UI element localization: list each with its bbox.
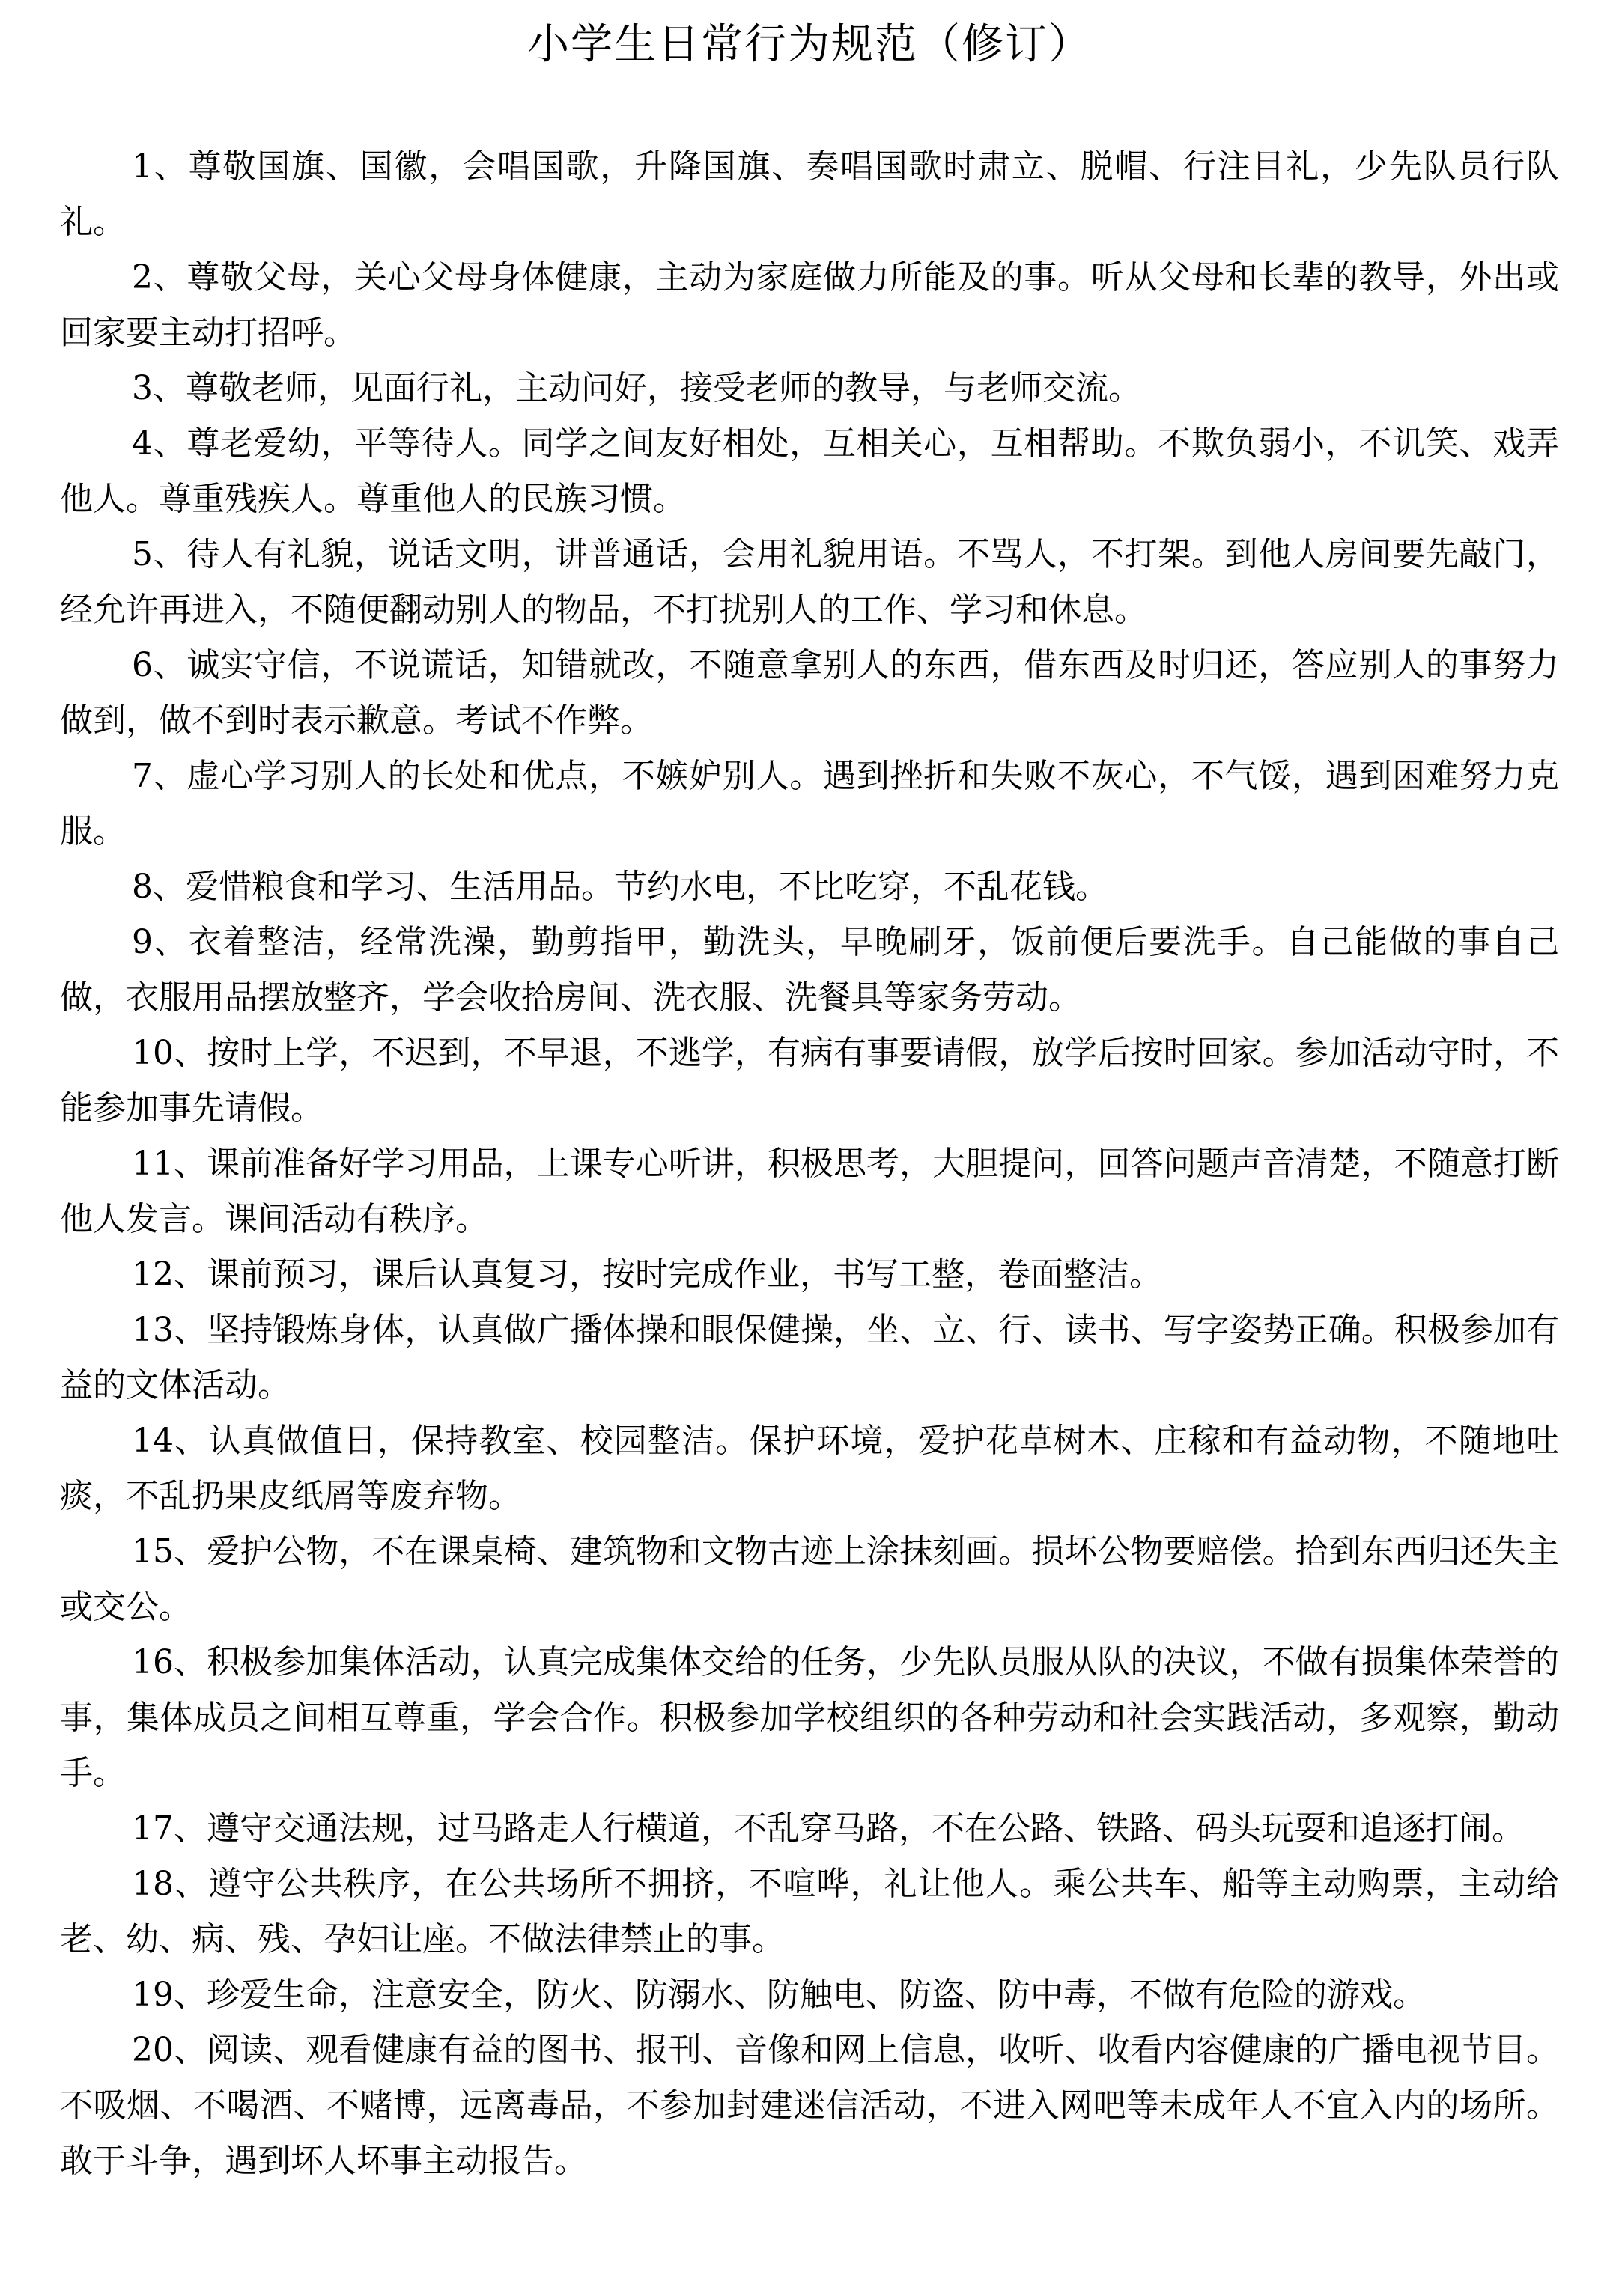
rule-item-4: 4、尊老爱幼，平等待人。同学之间友好相处，互相关心，互相帮助。不欺负弱小，不讥笑、戏弄他人。尊重残疾人。尊重他人的民族习惯。 — [60, 424, 1559, 518]
rule-item-8: 8、爱惜粮食和学习、生活用品。节约水电，不比吃穿，不乱花钱。 — [132, 868, 1108, 906]
rule-item-10: 10、按时上学，不迟到，不早退，不逃学，有病有事要请假，放学后按时回家。参加活动守时，不能参加事先请假。 — [60, 1034, 1559, 1127]
rule-item-5: 5、待人有礼貌，说话文明，讲普通话，会用礼貌用语。不骂人，不打架。到他人房间要先敲门，经允许再进入，不随便翻动别人的物品，不打扰别人的工作、学习和休息。 — [60, 535, 1559, 629]
rule-item-11: 11、课前准备好学习用品，上课专心听讲，积极思考，大胆提问，回答问题声音清楚，不随意打断他人发言。课间活动有秩序。 — [60, 1145, 1559, 1238]
rule-item-15: 15、爱护公物，不在课桌椅、建筑物和文物古迹上涂抹刻画。损坏公物要赔偿。拾到东西归还失主或交公。 — [60, 1532, 1559, 1626]
rule-item-14: 14、认真做值日，保持教室、校园整洁。保护环境，爱护花草树木、庄稼和有益动物，不随地吐痰，不乱扔果皮纸屑等废弃物。 — [60, 1422, 1559, 1515]
rule-item-3: 3、尊敬老师，见面行礼，主动问好，接受老师的教导，与老师交流。 — [132, 369, 1141, 407]
rule-item-13: 13、坚持锻炼身体，认真做广播体操和眼保健操，坐、立、行、读书、写字姿势正确。积极参加有益的文体活动。 — [60, 1311, 1559, 1404]
rule-item-6: 6、诚实守信，不说谎话，知错就改，不随意拿别人的东西，借东西及时归还，答应别人的事努力做到，做不到时表示歉意。考试不作弊。 — [60, 646, 1559, 740]
rules-list — [60, 139, 1559, 2189]
rule-item-2: 2、尊敬父母，关心父母身体健康，主动为家庭做力所能及的事。听从父母和长辈的教导，外出或回家要主动打招呼。 — [60, 258, 1559, 352]
rule-item-17: 17、遵守交通法规，过马路走人行横道，不乱穿马路，不在公路、铁路、码头玩耍和追逐打闹。 — [132, 1809, 1525, 1848]
rule-item-9: 9、衣着整洁，经常洗澡，勤剪指甲，勤洗头，早晚刷牙，饭前便后要洗手。自己能做的事自己做，衣服用品摆放整齐，学会收拾房间、洗衣服、洗餐具等家务劳动。 — [60, 923, 1559, 1017]
document-title: 小学生日常行为规范（修订） — [527, 20, 1092, 69]
rule-item-7: 7、虚心学习别人的长处和优点，不嫉妒别人。遇到挫折和失败不灰心，不气馁，遇到困难努力克服。 — [60, 757, 1559, 850]
rule-item-19: 19、珍爱生命，注意安全，防火、防溺水、防触电、防盗、防中毒，不做有危险的游戏。 — [132, 1976, 1426, 2014]
rule-item-1: 1、尊敬国旗、国徽，会唱国歌，升降国旗、奏唱国歌时肃立、脱帽、行注目礼，少先队员行队礼。 — [60, 147, 1559, 241]
rule-item-20: 20、阅读、观看健康有益的图书、报刊、音像和网上信息，收听、收看内容健康的广播电视节目。不吸烟、不喝酒、不赌博，远离毒品，不参加封建迷信活动，不进入网吧等未成年人不宜入内的场所。敢于斗争，遇到坏人坏事主动报告。 — [60, 2031, 1559, 2180]
rule-item-12: 12、课前预习，课后认真复习，按时完成作业，书写工整，卷面整洁。 — [132, 1255, 1162, 1294]
rule-item-18: 18、遵守公共秩序，在公共场所不拥挤，不喧哗，礼让他人。乘公共车、船等主动购票，主动给老、幼、病、残、孕妇让座。不做法律禁止的事。 — [60, 1865, 1559, 1958]
rule-item-16: 16、积极参加集体活动，认真完成集体交给的任务，少先队员服从队的决议，不做有损集体荣誉的事，集体成员之间相互尊重，学会合作。积极参加学校组织的各种劳动和社会实践活动，多观察，勤动手。 — [60, 1643, 1559, 1792]
